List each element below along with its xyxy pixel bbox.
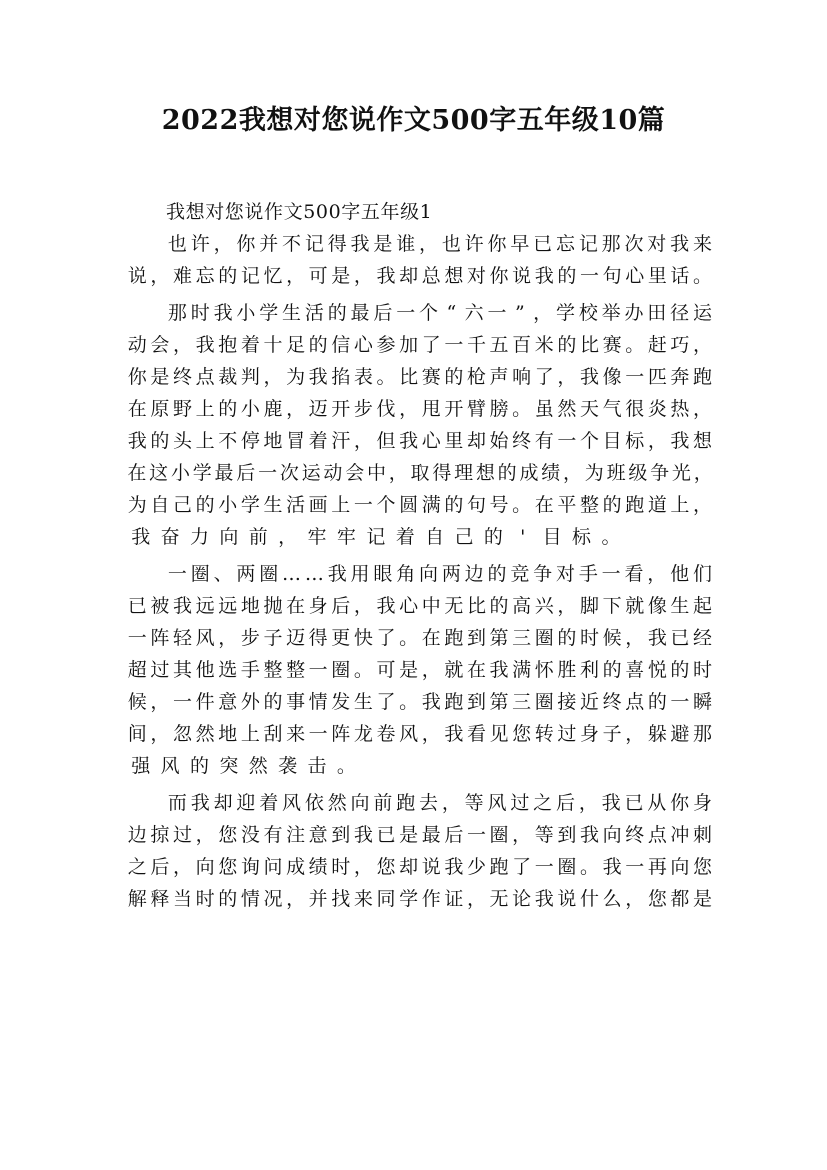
text-line: 候 ， 一 件 意 外 的 事 情 发 生 了 。 我 跑 到 第 三 圈 接 近 终 点 的 一 瞬: [127, 691, 713, 713]
text-line: 已 被 我 远 远 地 抛 在 身 后 ， 我 心 中 无 比 的 高 兴 ， 脚 下 就 像 生 起: [127, 595, 713, 617]
text-line: 你 是 终 点 裁 判 ， 为 我 掐 表 。 比 赛 的 枪 声 响 了 ， 我 像 一 匹 奔 跑: [127, 366, 713, 388]
text-line: 我 奋 力 向 前 ， 牢 牢 记 着 自 己 的 ' 目 标 。: [131, 526, 621, 548]
paragraph: [126, 297, 714, 553]
text-line: 解 释 当 时 的 情 况 ， 并 找 来 同 学 作 证 ， 无 论 我 说 什 么 ， 您 都 是: [127, 888, 713, 910]
text-line: 也 许 ， 你 并 不 记 得 我 是 谁 ， 也 许 你 早 已 忘 记 那 次 对 我 来: [167, 233, 712, 255]
text-line: 我 的 头 上 不 停 地 冒 着 汗 ， 但 我 心 里 却 始 终 有 一 个 目 标 ， 我 想: [127, 430, 713, 452]
text-line: 一 阵 轻 风 ， 步 子 迈 得 更 快 了 。 在 跑 到 第 三 圈 的 时 候 ， 我 已 经: [127, 627, 713, 649]
text-line: 之 后 ， 向 您 询 问 成 绩 时 ， 您 却 说 我 少 跑 了 一 圈 。 我 一 再 向 您: [127, 856, 713, 878]
text-line: 在 这 小 学 最 后 一 次 运 动 会 中 ， 取 得 理 想 的 成 绩 ， 为 班 级 争 光 ，: [127, 462, 713, 484]
section-heading: 我想对您说作文500字五年级1: [166, 201, 433, 223]
text-line: 那 时 我 小 学 生 活 的 最 后 一 个 “ 六 一 ” ， 学 校 举 办 田 径 运: [167, 302, 712, 324]
text-line: 边 掠 过 ， 您 没 有 注 意 到 我 已 是 最 后 一 圈 ， 等 到 我 向 终 点 冲 刺: [127, 824, 713, 846]
text-line: 为 自 己 的 小 学 生 活 画 上 一 个 圆 满 的 句 号 。 在 平 整 的 跑 道 上 ，: [127, 494, 713, 516]
document-title: 2022我想对您说作文500字五年级10篇: [161, 105, 666, 136]
paragraph: [126, 228, 714, 292]
paragraph: [126, 787, 714, 915]
text-line: 动 会 ， 我 抱 着 十 足 的 信 心 参 加 了 一 千 五 百 米 的 比 赛 。 赶 巧 ，: [127, 334, 713, 356]
text-line: 一 圈 、 两 圈 … … 我 用 眼 角 向 两 边 的 竞 争 对 手 一 看 ， 他 们: [167, 563, 712, 585]
text-line: 在 原 野 上 的 小 鹿 ， 迈 开 步 伐 ， 甩 开 臂 膀 。 虽 然 天 气 很 炎 热 ，: [127, 398, 713, 420]
text-line: 而 我 却 迎 着 风 依 然 向 前 跑 去 ， 等 风 过 之 后 ， 我 已 从 你 身: [167, 792, 712, 814]
text-line: 间 ， 忽 然 地 上 刮 来 一 阵 龙 卷 风 ， 我 看 见 您 转 过 身 子 ， 躲 避 那: [127, 723, 713, 745]
text-line: 说 ， 难 忘 的 记 忆 ， 可 是 ， 我 却 总 想 对 你 说 我 的 一 句 心 里 话 。: [127, 265, 713, 287]
paragraph: [126, 558, 714, 782]
text-line: 强 风 的 突 然 袭 击 。: [131, 755, 356, 777]
document-body: [126, 196, 714, 920]
text-line: 超 过 其 他 选 手 整 整 一 圈 。 可 是 ， 就 在 我 满 怀 胜 利 的 喜 悦 的 时: [127, 659, 713, 681]
